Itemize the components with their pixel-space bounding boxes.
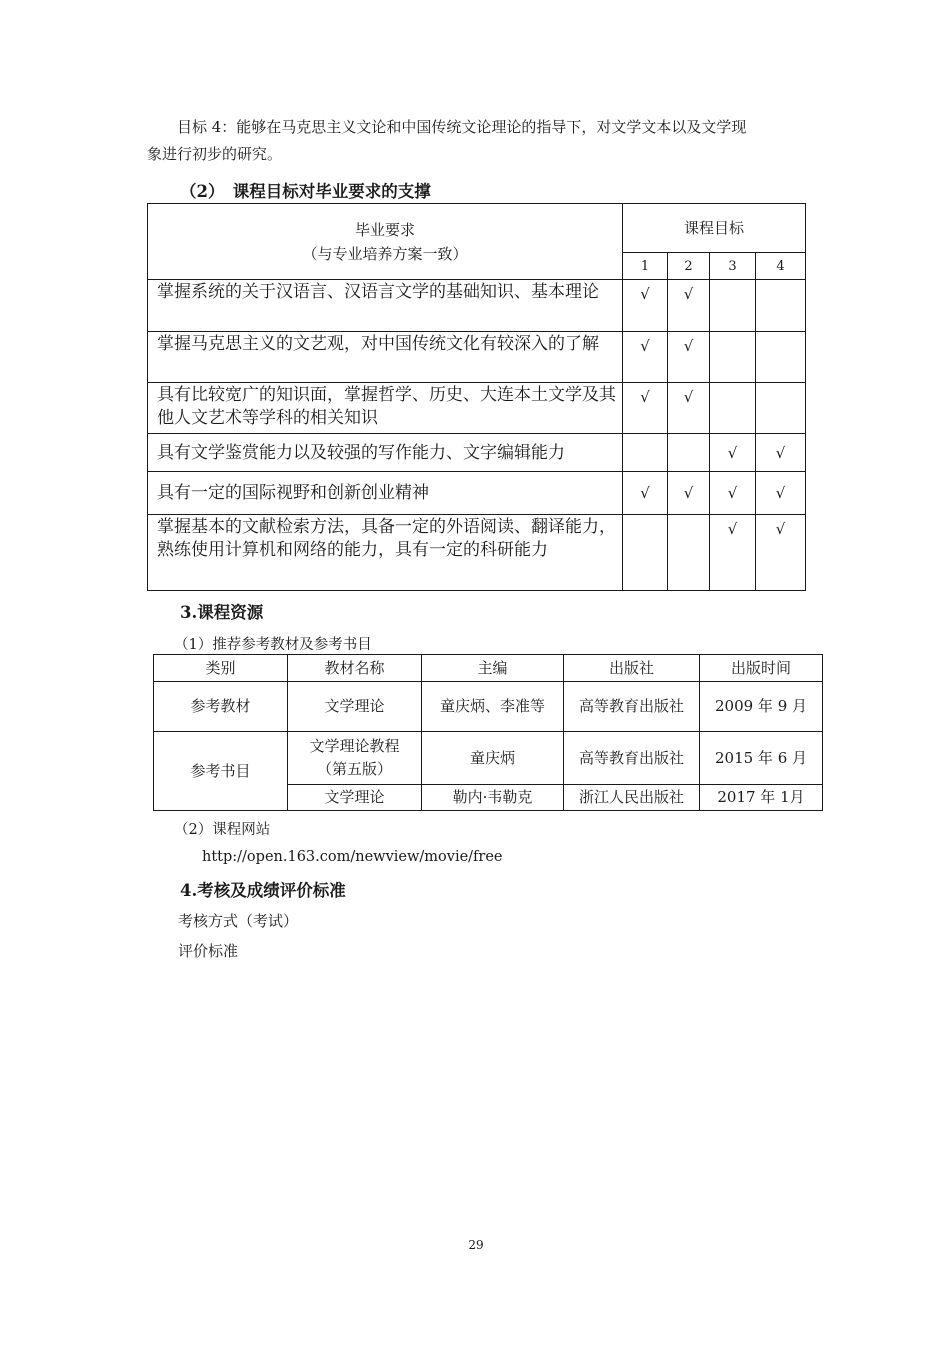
- check-mark: √: [623, 472, 668, 515]
- check-mark: √: [756, 434, 806, 472]
- support-table: [147, 203, 806, 591]
- goal-number: 2: [668, 253, 710, 280]
- goal-number: 3: [710, 253, 756, 280]
- goal-4-paragraph: [147, 114, 807, 168]
- section-4-title: 4.考核及成绩评价标准: [180, 881, 346, 900]
- website-subtitle: （2）课程网站: [174, 822, 271, 838]
- check-mark: √: [668, 472, 710, 515]
- check-mark: √: [668, 332, 710, 383]
- editor-cell: 童庆炳、李准等: [422, 682, 564, 732]
- table-row: [148, 383, 806, 434]
- requirement-cell: 掌握马克思主义的文艺观，对中国传统文化有较深入的了解: [148, 332, 623, 383]
- header-req-line1: 毕业要求: [354, 220, 415, 239]
- editor-cell: 勒内·韦勒克: [422, 785, 564, 811]
- book-name-cell: 文学理论: [288, 682, 422, 732]
- page-number: 29: [468, 1238, 484, 1252]
- requirement-cell: 掌握系统的关于汉语言、汉语言文学的基础知识、基本理论: [148, 280, 623, 332]
- website-url[interactable]: http://open.163.com/newview/movie/free: [202, 849, 503, 865]
- category-cell: 参考书目: [154, 732, 288, 811]
- table-row: [154, 682, 823, 732]
- assessment-method: 考核方式（考试）: [178, 912, 299, 930]
- check-mark: [710, 332, 756, 383]
- check-mark: [756, 280, 806, 332]
- book-name-line1: 文学理论教程: [309, 737, 400, 755]
- column-header: 出版时间: [700, 655, 823, 682]
- check-mark: √: [623, 280, 668, 332]
- header-course-goals: 课程目标: [623, 204, 806, 253]
- support-section-title: （2） 课程目标对毕业要求的支撑: [180, 182, 431, 201]
- check-mark: √: [668, 280, 710, 332]
- date-cell: 2017 年 1月: [700, 785, 823, 811]
- check-mark: √: [710, 515, 756, 591]
- book-name-line2: （第五版）: [316, 760, 392, 778]
- check-mark: [756, 383, 806, 434]
- table-row: [148, 515, 806, 591]
- table-row: [148, 280, 806, 332]
- goal-number: 1: [623, 253, 668, 280]
- column-header: 教材名称: [288, 655, 422, 682]
- editor-cell: 童庆炳: [422, 732, 564, 785]
- requirement-cell: 具有文学鉴赏能力以及较强的写作能力、文字编辑能力: [148, 434, 623, 472]
- check-mark: √: [710, 472, 756, 515]
- requirement-cell: 具有一定的国际视野和创新创业精神: [148, 472, 623, 515]
- books-subtitle: （1）推荐参考教材及参考书目: [174, 637, 372, 653]
- table-row: [148, 434, 806, 472]
- book-name-cell: [288, 732, 422, 785]
- check-mark: √: [623, 332, 668, 383]
- date-cell: 2015 年 6 月: [700, 732, 823, 785]
- requirement-cell: 具有比较宽广的知识面，掌握哲学、历史、大连本土文学及其他人文艺术等学科的相关知识: [148, 383, 623, 434]
- books-table: [153, 654, 823, 811]
- publisher-cell: 浙江人民出版社: [564, 785, 700, 811]
- table-header-row: [154, 655, 823, 682]
- category-cell: 参考教材: [154, 682, 288, 732]
- column-header: 类别: [154, 655, 288, 682]
- publisher-cell: 高等教育出版社: [564, 732, 700, 785]
- check-mark: [756, 332, 806, 383]
- section-3-title: 3.课程资源: [180, 603, 264, 622]
- goal-4-line2: 象进行初步的研究。: [147, 145, 283, 163]
- check-mark: [710, 383, 756, 434]
- goal-4-line1: 目标 4：能够在马克思主义文论和中国传统文论理论的指导下，对文学文本以及文学现: [177, 118, 747, 136]
- book-name-cell: 文学理论: [288, 785, 422, 811]
- check-mark: √: [668, 383, 710, 434]
- check-mark: [623, 434, 668, 472]
- header-req-line2: （与专业培养方案一致）: [302, 244, 468, 263]
- table-row: [154, 732, 823, 785]
- column-header: 主编: [422, 655, 564, 682]
- publisher-cell: 高等教育出版社: [564, 682, 700, 732]
- check-mark: [623, 515, 668, 591]
- check-mark: √: [710, 434, 756, 472]
- table-row: [148, 472, 806, 515]
- check-mark: √: [756, 515, 806, 591]
- date-cell: 2009 年 9 月: [700, 682, 823, 732]
- column-header: 出版社: [564, 655, 700, 682]
- evaluation-standard: 评价标准: [178, 942, 239, 960]
- check-mark: [710, 280, 756, 332]
- check-mark: √: [623, 383, 668, 434]
- check-mark: [668, 434, 710, 472]
- requirement-cell: 掌握基本的文献检索方法，具备一定的外语阅读、翻译能力，熟练使用计算机和网络的能力，具有一定的科研能力: [148, 515, 623, 591]
- table-row: [148, 332, 806, 383]
- check-mark: [668, 515, 710, 591]
- header-graduation-requirement: [148, 204, 623, 280]
- check-mark: √: [756, 472, 806, 515]
- goal-number: 4: [756, 253, 806, 280]
